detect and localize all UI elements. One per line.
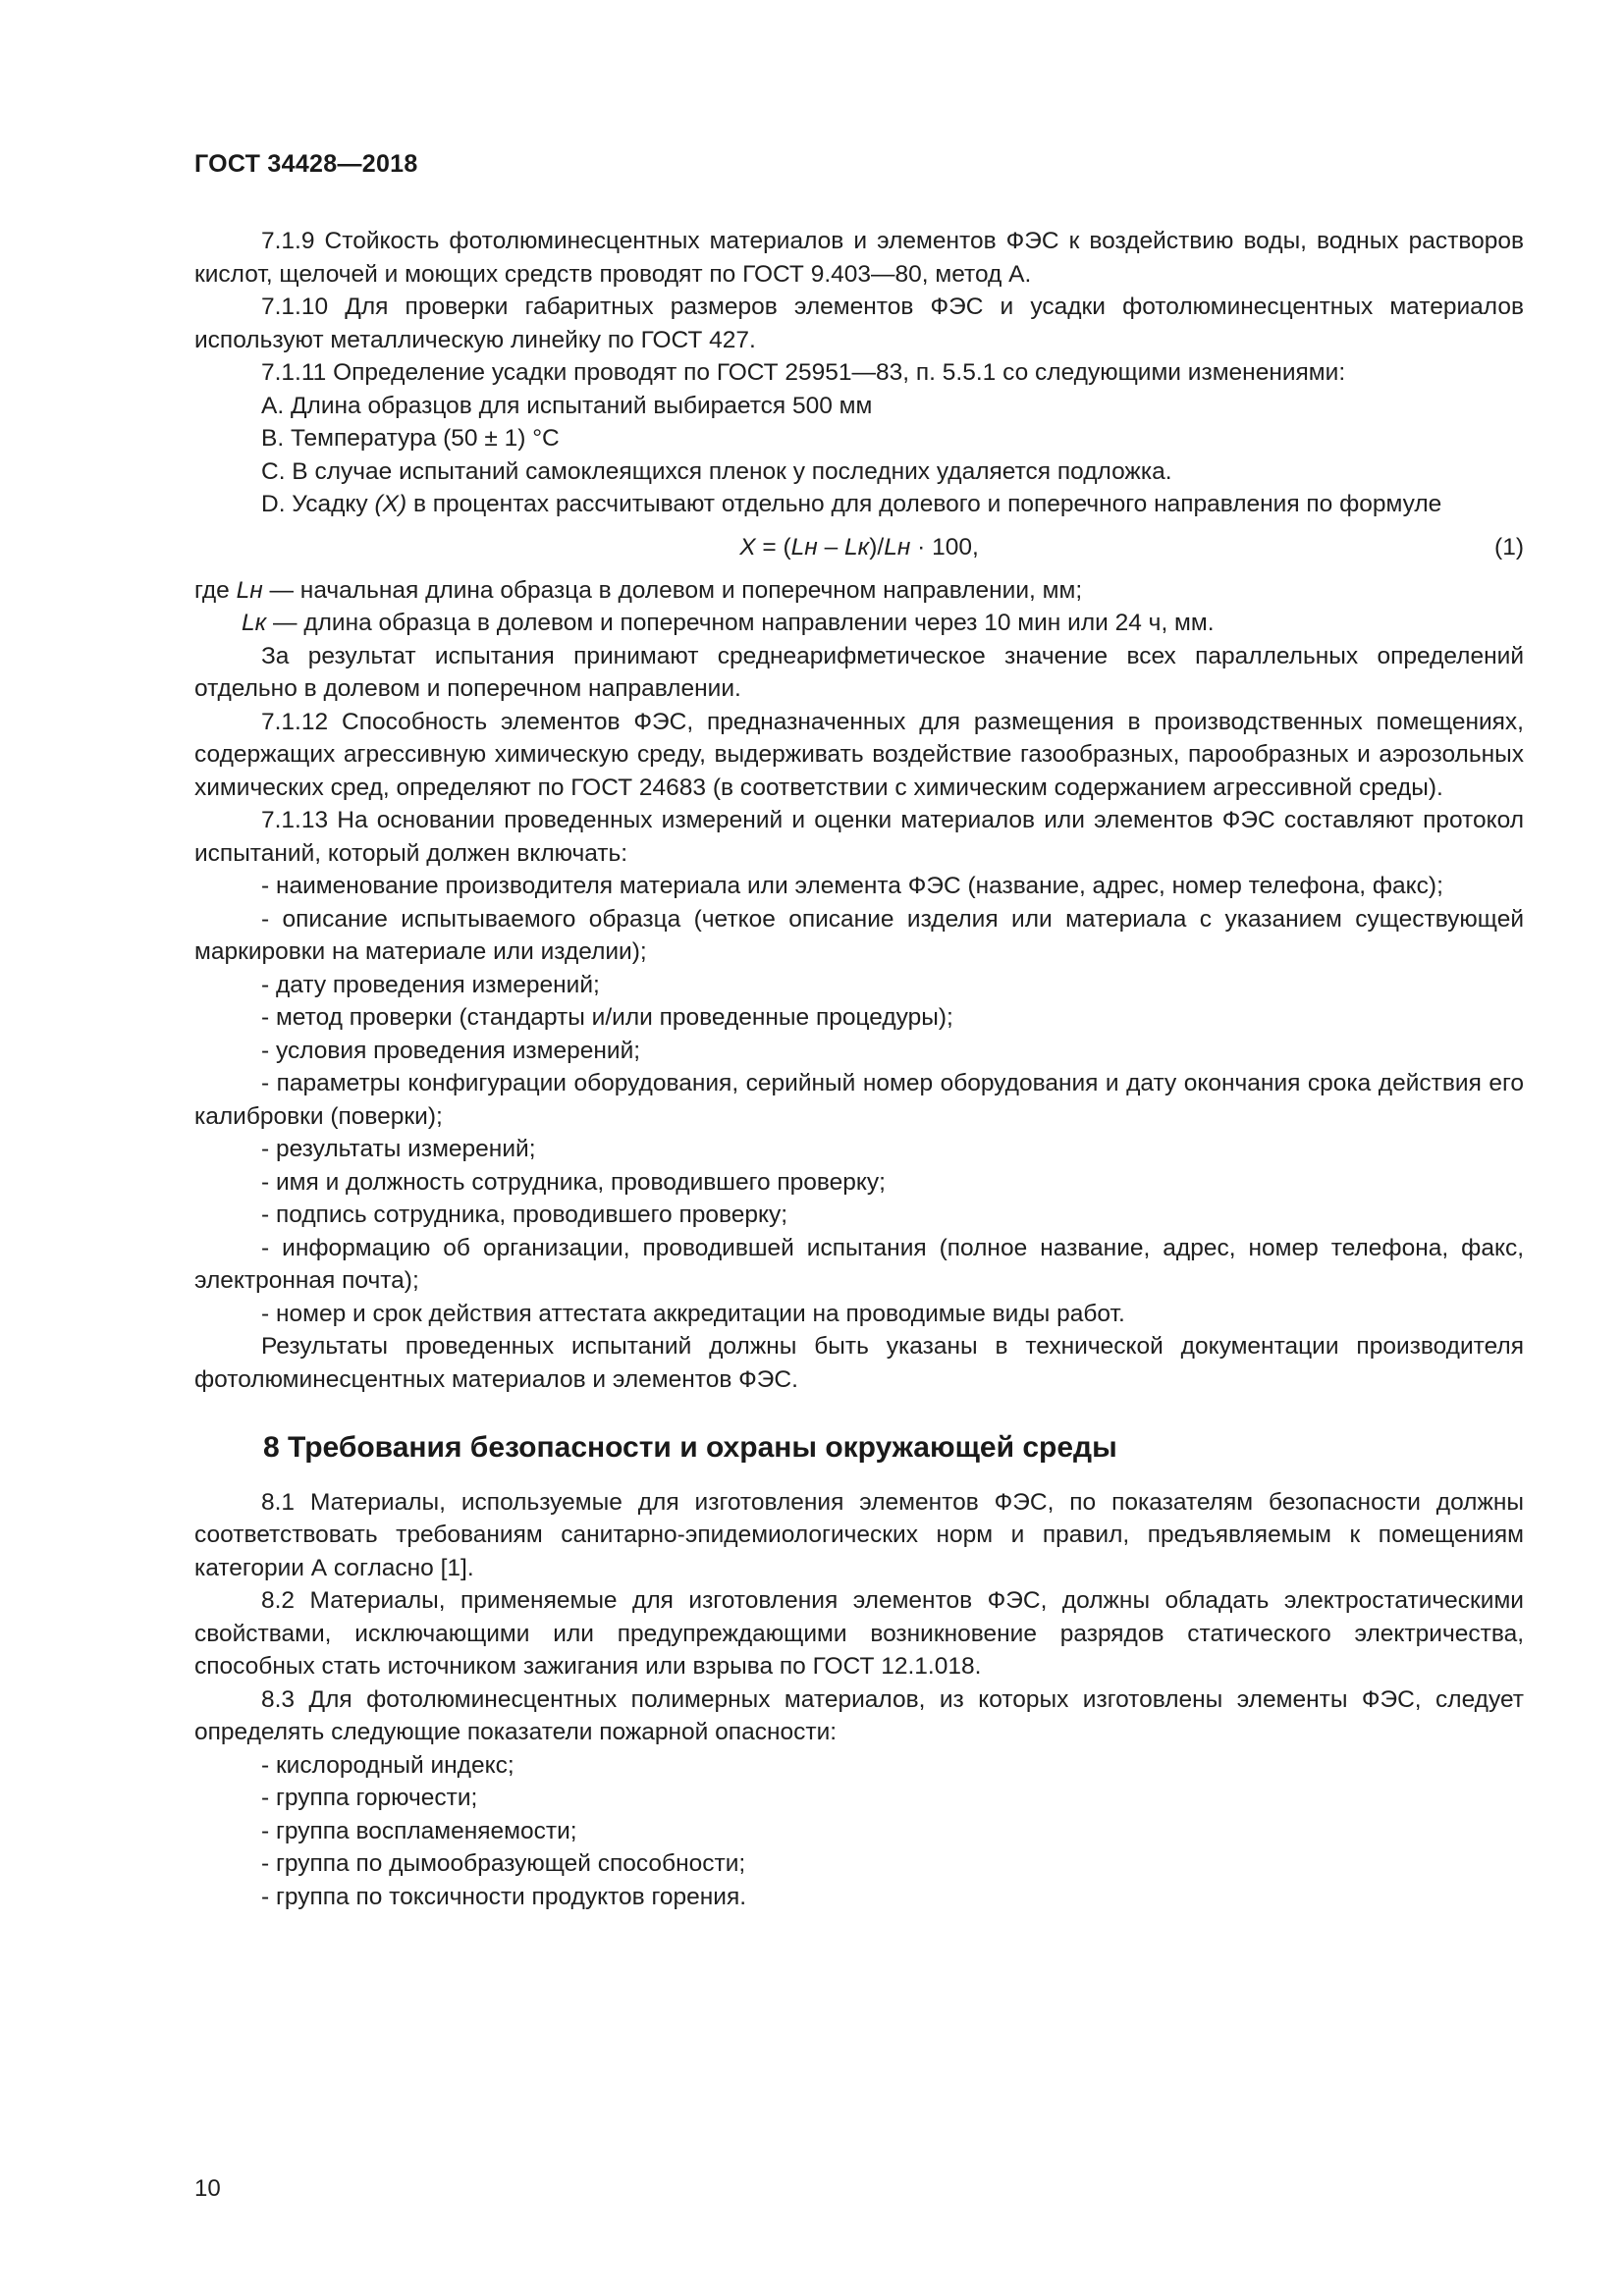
- where-lk-text: — длина образца в долевом и поперечном направлении через 10 мин или 24 ч, мм.: [266, 610, 1215, 636]
- section-8-title: 8 Требования безопасности и охраны окружающей среды: [263, 1431, 1117, 1464]
- paragraph-7-1-11: 7.1.11 Определение усадки проводят по ГОСТ 25951—83, п. 5.5.1 со следующими изменениями:: [261, 359, 1346, 386]
- list-item-b: B. Температура (50 ± 1) °С: [261, 425, 560, 452]
- protocol-item: - имя и должность сотрудника, проводившего проверку;: [261, 1168, 886, 1196]
- where-var-ln: Lн: [236, 576, 263, 604]
- variable-x: (X): [374, 491, 407, 517]
- paragraph-result: За результат испытания принимают среднеарифметическое значение всех параллельных определений отдельно в долевом и поперечном направлении.: [194, 642, 1524, 702]
- fire-hazard-item: - группа по токсичности продуктов горения.: [261, 1883, 747, 1910]
- paragraph-results-doc: Результаты проведенных испытаний должны быть указаны в технической документации производителя фотолюминесцентных материалов и элементов ФЭС.: [194, 1333, 1524, 1393]
- document-header: ГОСТ 34428—2018: [194, 150, 418, 178]
- list-item-c: C. В случае испытаний самоклеящихся пленок у последних удаляется подложка.: [261, 457, 1172, 485]
- paragraph-8-3: 8.3 Для фотолюминесцентных полимерных материалов, из которых изготовлены элементы ФЭС, следует определять следующие показатели пожарной опасности:: [194, 1685, 1524, 1745]
- formula-expression: [194, 531, 1524, 564]
- protocol-item: - подпись сотрудника, проводившего проверку;: [261, 1201, 788, 1228]
- protocol-item: - условия проведения измерений;: [261, 1037, 641, 1064]
- protocol-item: - результаты измерений;: [261, 1136, 536, 1162]
- protocol-item: - параметры конфигурации оборудования, серийный номер оборудования и дату окончания срока действия его калибровки (поверки);: [194, 1070, 1524, 1130]
- protocol-item: - информацию об организации, проводившей испытания (полное название, адрес, номер телефона, факс, электронная почта);: [194, 1234, 1524, 1294]
- list-item-d-after: в процентах рассчитывают отдельно для долевого и поперечного направления по формуле: [406, 491, 1442, 517]
- where-lk: [194, 607, 1524, 640]
- list-item-d: [194, 488, 1524, 521]
- paragraph-8-2: 8.2 Материалы, применяемые для изготовления элементов ФЭС, должны обладать электростатическими свойствами, исключающими или предупреждающими возникновение разрядов статического электричества, способных стать источником зажигания или взрыва по ГОСТ 12.1.018.: [194, 1587, 1524, 1680]
- protocol-item: - дату проведения измерений;: [261, 971, 600, 998]
- paragraph-7-1-10: 7.1.10 Для проверки габаритных размеров элементов ФЭС и усадки фотолюминесцентных материалов используют металлическую линейку по ГОСТ 427.: [194, 294, 1524, 353]
- where-ln-text: — начальная длина образца в долевом и поперечном направлении, мм;: [262, 576, 1083, 604]
- protocol-item: - наименование производителя материала или элемента ФЭС (название, адрес, номер телефона, факс);: [261, 873, 1443, 899]
- where-var-lk: Lк: [242, 610, 267, 636]
- formula-var-lk: Lк: [844, 533, 870, 561]
- paragraph-8-1: 8.1 Материалы, используемые для изготовления элементов ФЭС, по показателям безопасности должны соответствовать требованиям санитарно-эпидемиологических норм и правил, предъявляемым к помещениям категории А согласно [1].: [194, 1488, 1524, 1581]
- page-number: 10: [194, 2175, 221, 2202]
- fire-hazard-item: - группа по дымообразующей способности;: [261, 1850, 746, 1877]
- formula-var-x: X: [739, 533, 756, 561]
- formula-eq: = (: [755, 533, 791, 561]
- fire-hazard-item: - кислородный индекс;: [261, 1751, 514, 1779]
- list-item-d-before: D. Усадку: [261, 491, 375, 517]
- formula-minus: –: [817, 533, 845, 561]
- fire-hazard-item: - группа горючести;: [261, 1785, 478, 1811]
- paragraph-7-1-9: 7.1.9 Стойкость фотолюминесцентных материалов и элементов ФЭС к воздействию воды, водных растворов кислот, щелочей и моющих средств проводят по ГОСТ 9.403—80, метод А.: [194, 228, 1524, 288]
- formula-tail: · 100,: [910, 533, 979, 561]
- list-item-a: A. Длина образцов для испытаний выбирается 500 мм: [261, 392, 873, 419]
- protocol-item: - метод проверки (стандарты и/или проведенные процедуры);: [261, 1004, 953, 1031]
- protocol-item: - номер и срок действия аттестата аккредитации на проводимые виды работ.: [261, 1300, 1125, 1327]
- where-prefix: где: [194, 576, 237, 604]
- paragraph-7-1-13: 7.1.13 На основании проведенных измерений и оценки материалов или элементов ФЭС составляют протокол испытаний, который должен включать:: [194, 807, 1524, 867]
- formula-div: )/: [869, 533, 885, 561]
- where-ln: [194, 574, 1524, 608]
- protocol-item: - описание испытываемого образца (четкое описание изделия или материала с указанием существующей маркировки на материале или изделии);: [194, 905, 1524, 965]
- formula-var-ln: Lн: [790, 533, 818, 561]
- paragraph-7-1-12: 7.1.12 Способность элементов ФЭС, предназначенных для размещения в производственных помещениях, содержащих агрессивную химическую среду, выдерживать воздействие газообразных, парообразных и аэрозольных химических сред, определяют по ГОСТ 24683 (в соответствии с химическим содержанием агрессивной среды).: [194, 708, 1524, 801]
- document-body: [194, 225, 1524, 1913]
- formula-number: (1): [1494, 533, 1524, 561]
- formula-1: [194, 521, 1524, 574]
- formula-var-ln-denominator: Lн: [884, 533, 911, 561]
- fire-hazard-item: - группа воспламеняемости;: [261, 1817, 577, 1844]
